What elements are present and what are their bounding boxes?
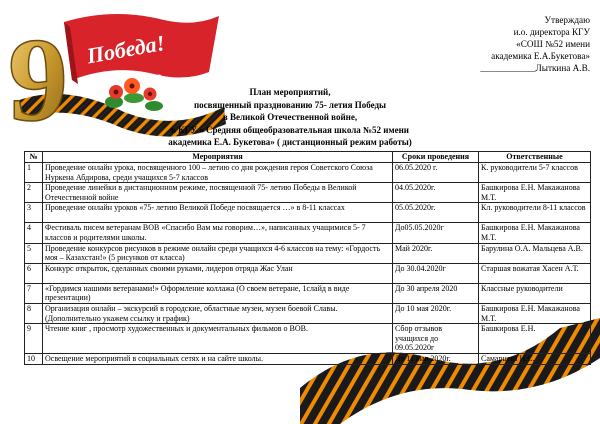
- table-row: [25, 243, 591, 263]
- approval-line: и.о. директора КГУ: [513, 27, 590, 37]
- title-line: в КГУ « Средняя общеобразовательная школа №52 имени: [171, 124, 409, 135]
- table-row: [25, 353, 591, 364]
- row-responsible: Барулина О.А. Мальцева А.В.: [479, 243, 591, 263]
- row-responsible: Башкирова Е.Н. Макажанова М.Т.: [479, 183, 591, 203]
- row-responsible: Башкирова Е.Н.: [479, 324, 591, 354]
- row-number: 2: [25, 183, 43, 203]
- row-event: Конкурс открыток, сделанных своими руками, лидеров отряда Жас Улан: [43, 263, 393, 283]
- row-number: 8: [25, 303, 43, 323]
- table-row: [25, 263, 591, 283]
- row-responsible: К. руководители 5-7 классов: [479, 163, 591, 183]
- title-line: План мероприятий,: [249, 87, 331, 97]
- events-table: [24, 151, 591, 365]
- row-date: До 30.04.2020г: [393, 263, 479, 283]
- title-line: в Великой Отечественной войне,: [222, 112, 358, 123]
- header-responsible: Ответственные: [479, 152, 591, 163]
- row-responsible: Самарцева Н.С.: [479, 353, 591, 364]
- row-date: Май 2020г.: [393, 243, 479, 263]
- row-date: 06.05.2020 г.: [393, 163, 479, 183]
- row-event: Чтение книг , просмотр художественных и документальных фильмов о ВОВ.: [43, 324, 393, 354]
- table-row: [25, 163, 591, 183]
- table-row: [25, 203, 591, 223]
- row-event: Проведение конкурсов рисунков в режиме онлайн среди учащихся 4-6 классов на тему: «Гордость моя – Казахстан!» (5 рисунков от класса): [43, 243, 393, 263]
- row-date: 05.05.2020г.: [393, 203, 479, 223]
- row-date: До 30 апреля 2020: [393, 283, 479, 303]
- row-number: 3: [25, 203, 43, 223]
- header-date: Сроки проведения: [393, 152, 479, 163]
- document-title: [160, 86, 420, 149]
- approval-line: Утверждаю: [544, 15, 590, 25]
- table-row: [25, 324, 591, 354]
- row-date: 04.05.2020г.: [393, 183, 479, 203]
- row-event: Проведение линейки в дистанционном режиме, посвященной 75- летию Победы в Великой Отечественной войне: [43, 183, 393, 203]
- row-number: 9: [25, 324, 43, 354]
- approval-block: [400, 14, 590, 74]
- row-responsible: Башкирова Е.Н. Макажанова М.Т.: [479, 303, 591, 323]
- row-date: До 10 мая 2020г.: [393, 303, 479, 323]
- row-responsible: Башкирова Е.Н. Макажанова М.Т.: [479, 223, 591, 243]
- row-number: 10: [25, 353, 43, 364]
- row-number: 5: [25, 243, 43, 263]
- header-event: Мероприятия: [43, 152, 393, 163]
- row-responsible: Кл. руководители 8-11 классов: [479, 203, 591, 223]
- row-event: Проведение онлайн уроков «75- летию Великой Победе посвящается …» в 8-11 классах: [43, 203, 393, 223]
- table-row: [25, 183, 591, 203]
- row-number: 1: [25, 163, 43, 183]
- table-row: [25, 283, 591, 303]
- approval-line: академика Е.А.Букетова»: [491, 51, 590, 61]
- title-line: академика Е.А. Букетова» ( дистанционный режим работы): [168, 137, 412, 148]
- row-event: «Гордимся нашими ветеранами!» Оформление коллажа (О своем ветеране, 1слайд в виде презентации): [43, 283, 393, 303]
- row-date: Сбор отзывов учащихся до 09.05.2020г: [393, 324, 479, 354]
- row-event: Освещение мероприятий в социальных сетях и на сайте школы.: [43, 353, 393, 364]
- row-number: 4: [25, 223, 43, 243]
- row-date: До05.05.2020г: [393, 223, 479, 243]
- approval-signature-line: ____________Лыткина А.В.: [480, 63, 590, 73]
- approval-line: «СОШ №52 имени: [516, 39, 590, 49]
- row-date: До 11 мая 2020г.: [393, 353, 479, 364]
- title-line: посвященный празднованию 75- летия Победы: [193, 99, 387, 110]
- row-number: 7: [25, 283, 43, 303]
- row-responsible: Старшая вожатая Хасен А.Т.: [479, 263, 591, 283]
- row-event: Фестиваль писем ветеранам ВОВ «Спасибо Вам мы говорим…», написанных учащимися 5- 7 классов и родителями школы.: [43, 223, 393, 243]
- header-number: №: [25, 152, 43, 163]
- row-event: Проведение онлайн урока, посвященного 100 – летию со дня рождения героя Советского Союза Нуркена Абдирова, среди учащихся 5-7 классов: [43, 163, 393, 183]
- row-number: 6: [25, 263, 43, 283]
- table-row: [25, 223, 591, 243]
- banner-text: Победа!: [84, 30, 167, 69]
- victory-number: 9: [8, 13, 68, 142]
- flag-banner: [64, 14, 219, 84]
- row-responsible: Классные руководители: [479, 283, 591, 303]
- table-header-row: [25, 152, 591, 163]
- table-row: [25, 303, 591, 323]
- row-event: Организация онлайн – экскурсий в городские, областные музеи, музеи боевой Славы. (Дополнительно укажем ссылку и график): [43, 303, 393, 323]
